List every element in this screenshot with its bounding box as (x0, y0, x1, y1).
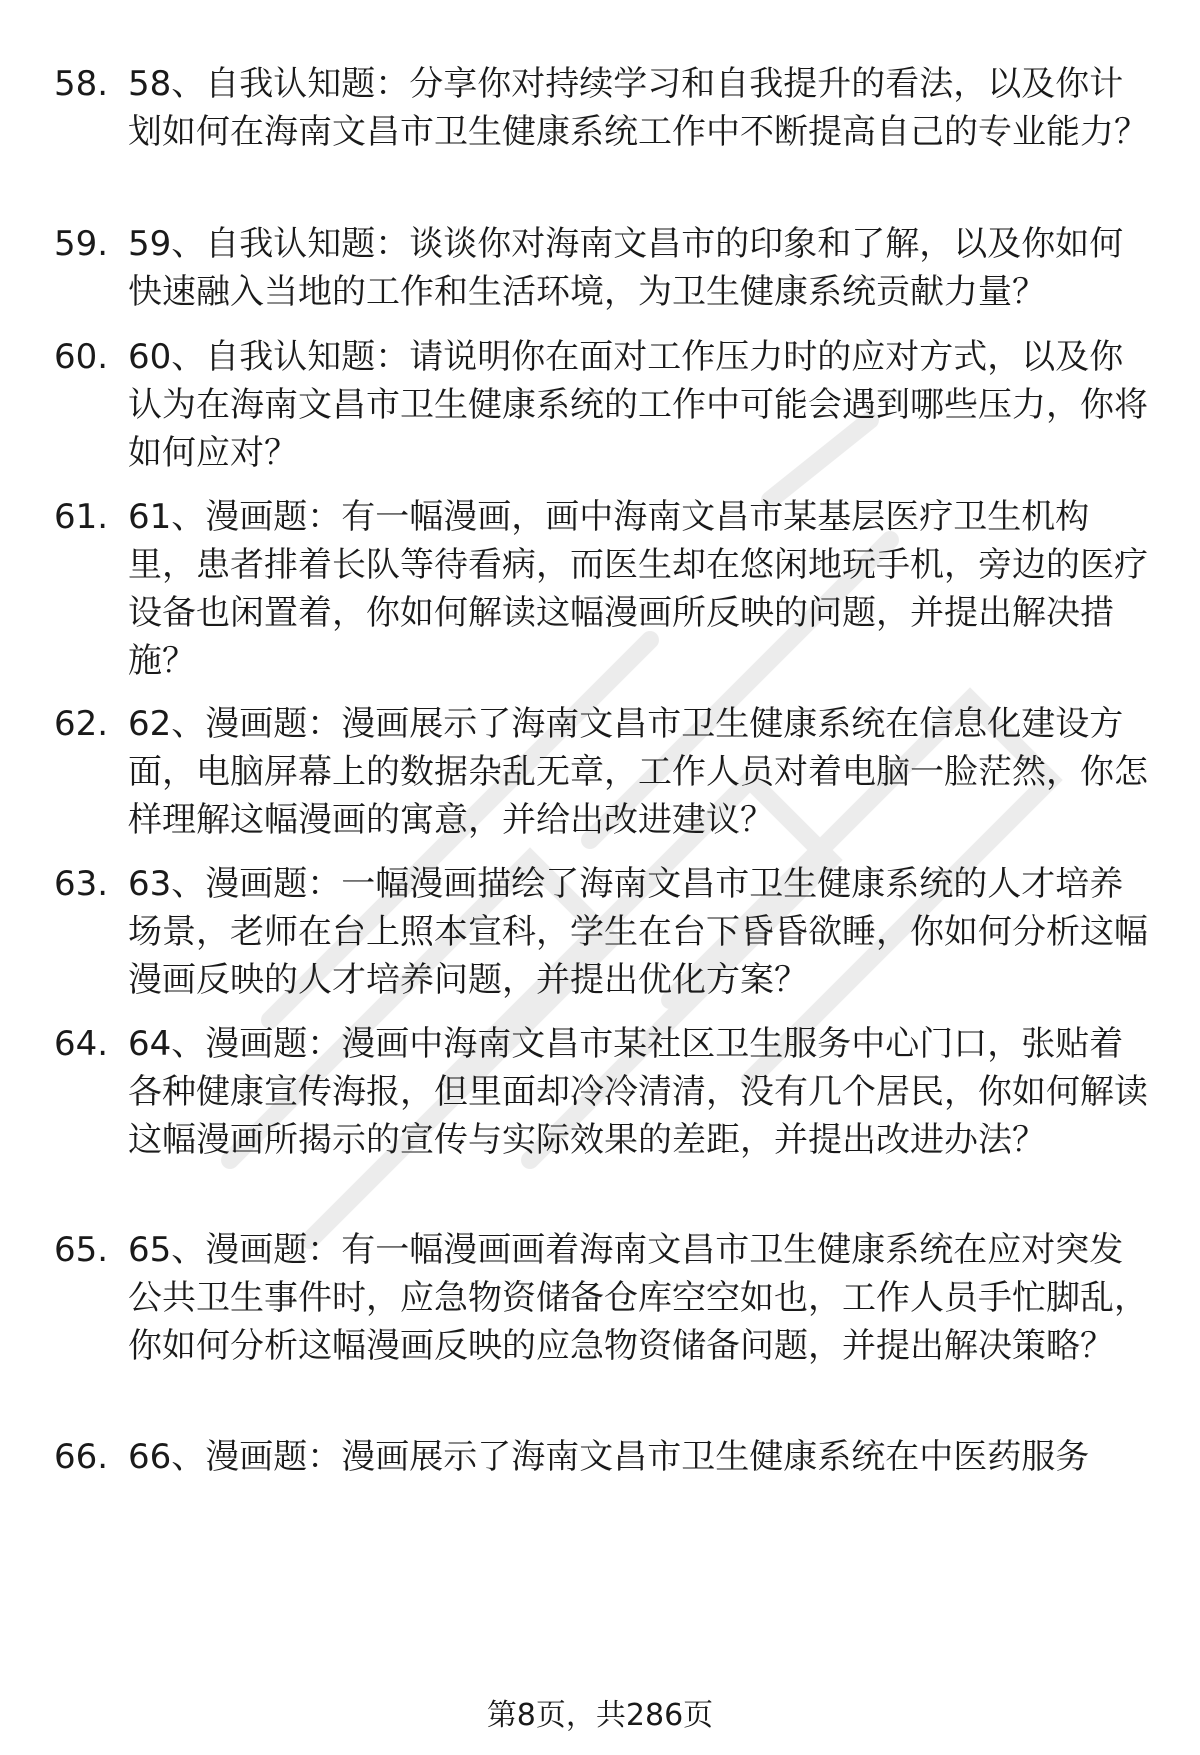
item-text: 60、自我认知题：请说明你在面对工作压力时的应对方式，以及你认为在海南文昌市卫生健康系统的工作中可能会遇到哪些压力，你将如何应对？ (128, 337, 1148, 473)
item-number: 64. (54, 1024, 109, 1064)
item-text: 64、漫画题：漫画中海南文昌市某社区卫生服务中心门口，张贴着各种健康宣传海报，但里面却冷冷清清，没有几个居民，你如何解读这幅漫画所揭示的宣传与实际效果的差距，并提出改进办法？ (128, 1024, 1148, 1160)
item-number: 65. (54, 1230, 109, 1270)
item-text: 66、漫画题：漫画展示了海南文昌市卫生健康系统在中医药服务 (128, 1437, 1090, 1477)
item-number: 58. (54, 64, 109, 104)
page-footer: 第8页，共286页 (486, 1698, 714, 1733)
item-text: 65、漫画题：有一幅漫画画着海南文昌市卫生健康系统在应对突发公共卫生事件时，应急物资储备仓库空空如也，工作人员手忙脚乱，你如何分析这幅漫画反映的应急物资储备问题，并提出解决策略？ (128, 1230, 1148, 1366)
item-number: 59. (54, 224, 109, 264)
item-number: 62. (54, 704, 109, 744)
item-number: 63. (54, 864, 109, 904)
item-text: 59、自我认知题：谈谈你对海南文昌市的印象和了解，以及你如何快速融入当地的工作和生活环境，为卫生健康系统贡献力量？ (128, 224, 1124, 312)
item-text: 61、漫画题：有一幅漫画，画中海南文昌市某基层医疗卫生机构里，患者排着长队等待看病，而医生却在悠闲地玩手机，旁边的医疗设备也闲置着，你如何解读这幅漫画所反映的问题，并提出解决措施？ (128, 497, 1148, 681)
item-number: 66. (54, 1437, 109, 1477)
item-text: 63、漫画题：一幅漫画描绘了海南文昌市卫生健康系统的人才培养场景，老师在台上照本宣科，学生在台下昏昏欲睡，你如何分析这幅漫画反映的人才培养问题，并提出优化方案？ (128, 864, 1148, 1000)
item-text: 62、漫画题：漫画展示了海南文昌市卫生健康系统在信息化建设方面，电脑屏幕上的数据杂乱无章，工作人员对着电脑一脸茫然，你怎样理解这幅漫画的寓意，并给出改进建议？ (128, 704, 1148, 840)
item-number: 61. (54, 497, 109, 537)
item-number: 60. (54, 337, 109, 377)
item-text: 58、自我认知题：分享你对持续学习和自我提升的看法，以及你计划如何在海南文昌市卫生健康系统工作中不断提高自己的专业能力？ (128, 64, 1148, 152)
